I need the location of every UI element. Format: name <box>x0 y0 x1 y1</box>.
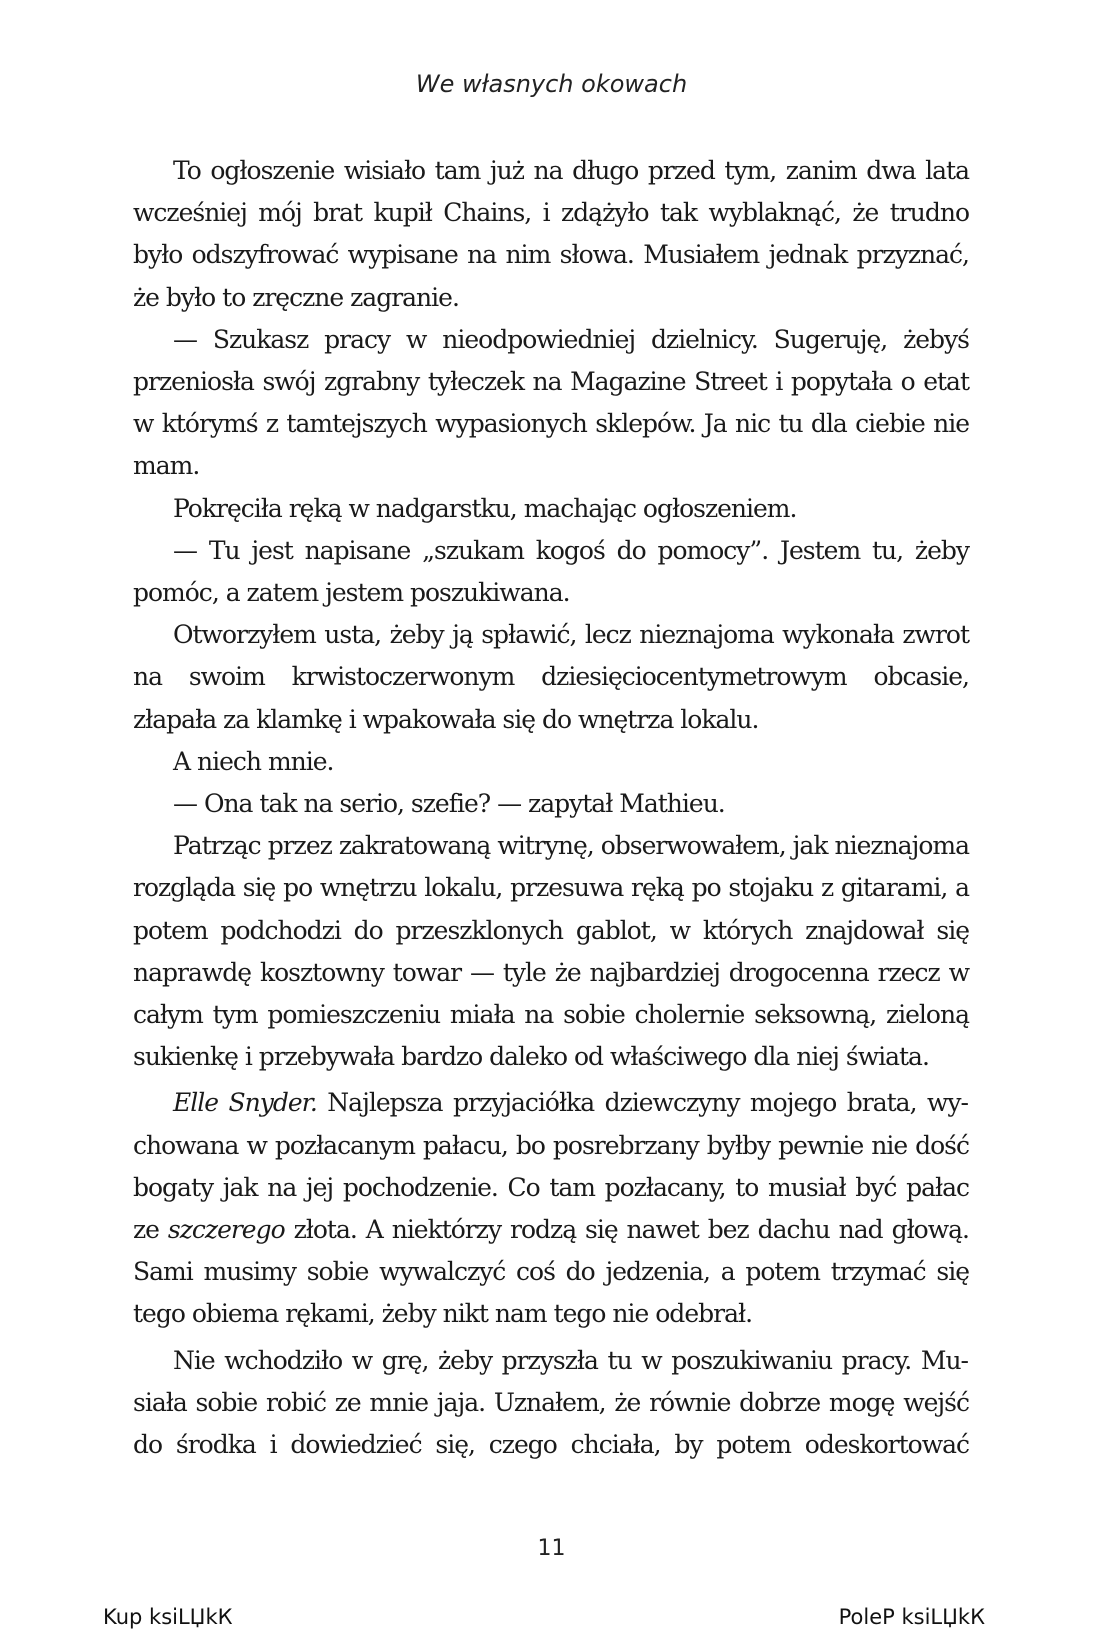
paragraph-text: złota. A niektórzy rodzą się nawet bez dachu nad głową. Sami musimy sobie wywalczyć coś do jedzenia, a potem trzymać się tego obiema rękami, żeby nikt nam tego nie odebrał. <box>133 1215 969 1329</box>
paragraph: Patrząc przez zakratowaną witrynę, obserwowałem, jak nieznajoma rozgląda się po wnętrzu lokalu, przesuwa ręką po stojaku z gitarami, a potem podchodzi do przeszklonych gablot, w których znajdował się naprawdę kosztowny towar — tyle że najbardziej drogocenna rzecz w całym tym pomieszczeniu miała na sobie cholernie seksowną, zieloną sukienkę i przebywała bardzo daleko od właściwego dla niej świata. <box>133 831 969 1072</box>
paragraph <box>133 1082 969 1335</box>
paragraph: Pokręciła ręką w nadgarstku, machając ogłoszeniem. <box>173 493 797 523</box>
paragraph: Otworzyłem usta, żeby ją spławić, lecz nieznajoma wykonała zwrot na swoim krwistoczerwonym dziesięciocentymetrowym obcasie, złapała za klamkę i wpakowała się do wnętrza lokalu. <box>133 620 969 734</box>
recommend-book-link[interactable]: PoleР ksiLЏkК <box>838 1605 985 1629</box>
paragraph: A niech mnie. <box>173 746 334 776</box>
paragraph: Nie wchodziło w grę, żeby przyszła tu w poszukiwaniu pracy. Musiała sobie robić ze mnie jaja. Uznałem, że równie dobrze mogę wejść do środka i dowiedzieć się, czego chciała, by potem odeskortować <box>133 1345 969 1460</box>
paragraph-text: Najlepsza przyjaciółka dziewczyny mojego brata, wychowana w pozłacanym pałacu, bo posrebrzany byłby pewnie nie dość bogaty jak na jej pochodzenie. Co tam pozłacany, to musiał być pałac ze <box>133 1088 969 1245</box>
page-body <box>133 150 969 1466</box>
italic-name: Elle Snyder. <box>173 1088 317 1118</box>
italic-word: szczerego <box>167 1215 285 1245</box>
paragraph: — Tu jest napisane „szukam kogoś do pomocy”. Jestem tu, żeby pomóc, a zatem jestem poszukiwana. <box>133 535 969 608</box>
buy-book-link[interactable]: Kup ksiLЏkК <box>103 1605 233 1629</box>
page-number: 11 <box>537 1536 566 1561</box>
paragraph: — Szukasz pracy w nieodpowiedniej dzielnicy. Sugeruję, żebyś przeniosła swój zgrabny tyłeczek na Magazine Street i popytała o etat w którymś z tamtejszych wypasionych sklepów. Ja nic tu dla ciebie nie mam. <box>133 324 969 481</box>
running-title: We własnych okowach <box>415 70 688 98</box>
paragraph: — Ona tak na serio, szefie? — zapytał Mathieu. <box>173 789 725 819</box>
paragraph: To ogłoszenie wisiało tam już na długo przed tym, zanim dwa lata wcześniej mój brat kupił Chains, i zdążyło tak wyblaknąć, że trudno było odszyfrować wypisane na nim słowa. Musiałem jednak przyznać, że było to zręczne zagranie. <box>133 156 969 312</box>
